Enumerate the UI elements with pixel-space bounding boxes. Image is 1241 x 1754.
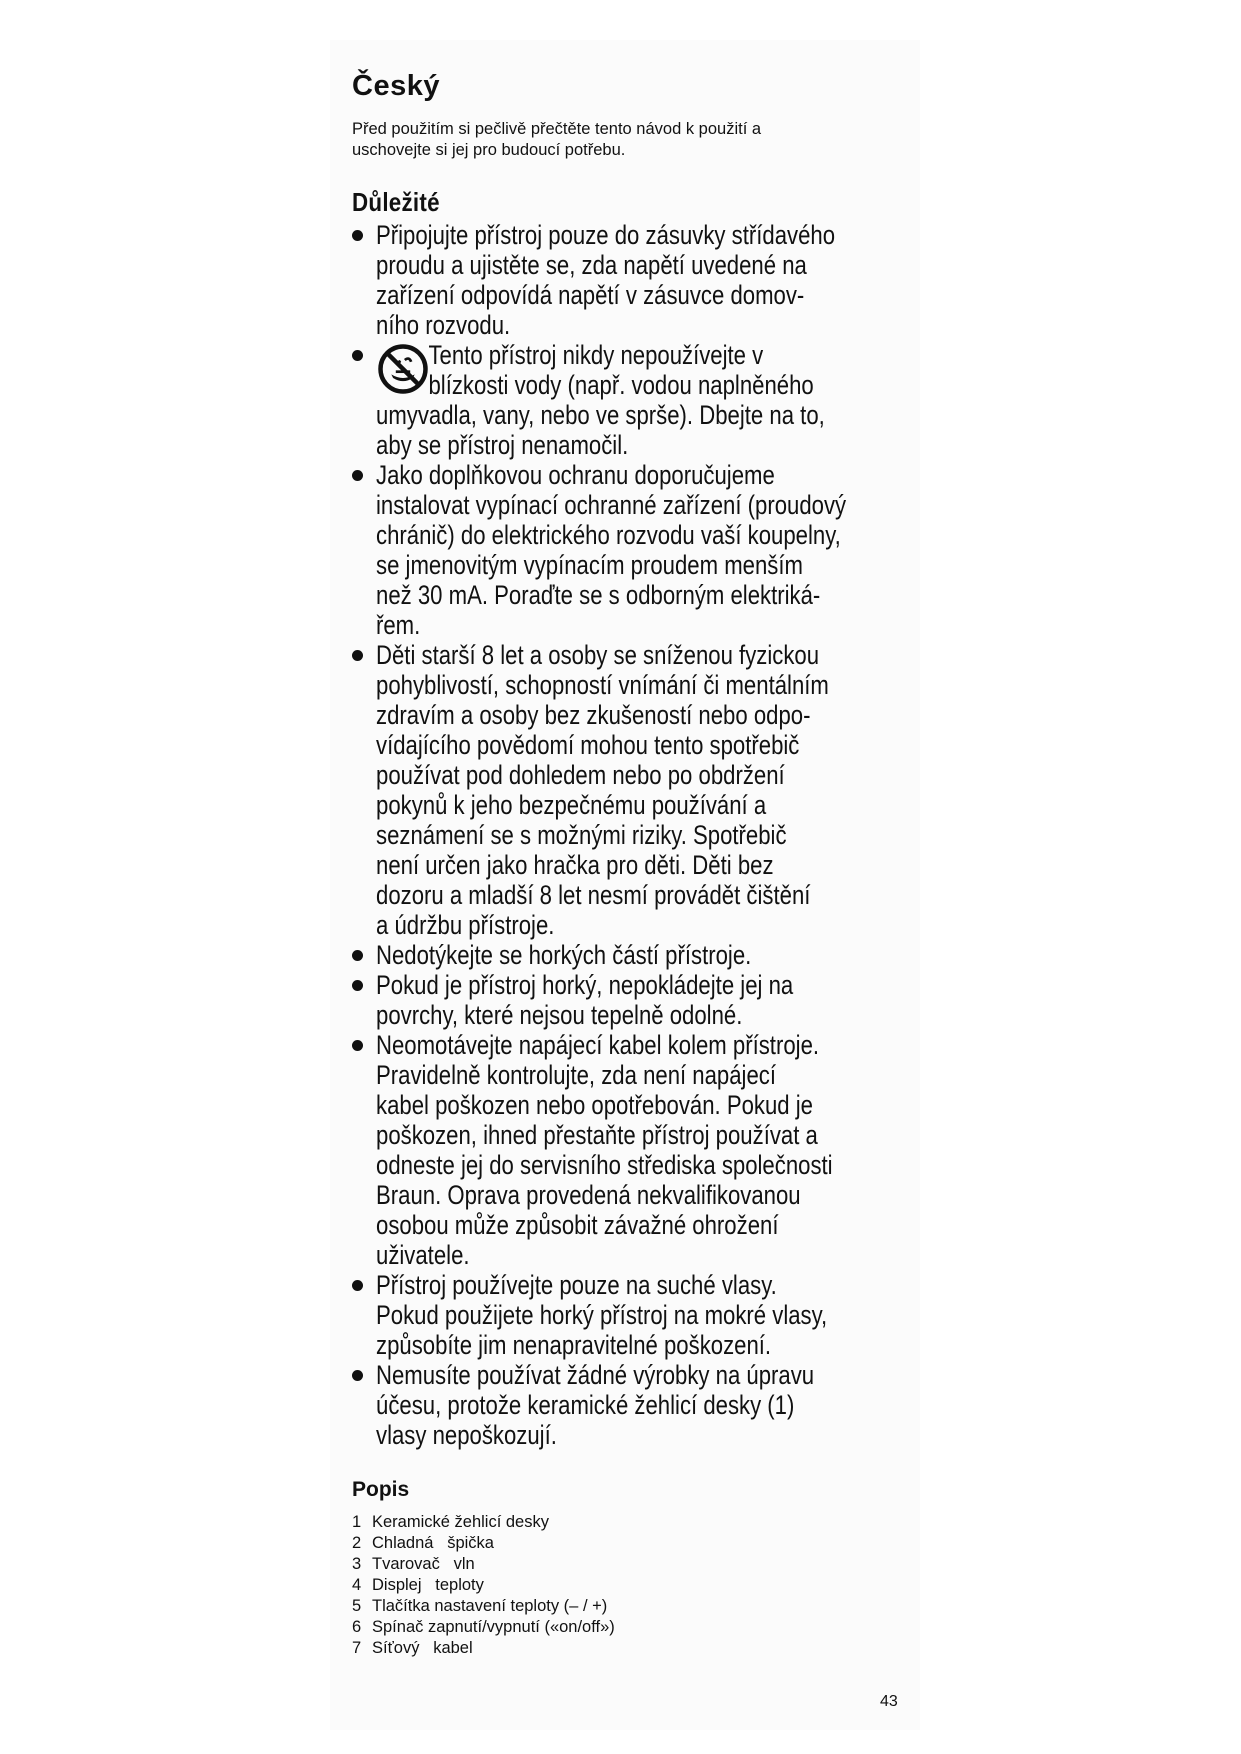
item-line: Braun. Oprava provedená nekvalifikovanou (376, 1180, 801, 1210)
bullet-icon (352, 650, 363, 661)
item-line: Děti starší 8 let a osoby se sníženou fyzickou (376, 640, 820, 670)
description-item (352, 1638, 912, 1659)
item-line: vídajícího povědomí mohou tento spotřebič (376, 730, 800, 760)
description-item (352, 1596, 912, 1617)
intro-line: Před použitím si pečlivě přečtěte tento návod k použití a (352, 120, 762, 138)
important-item-rcd (352, 460, 912, 640)
item-line: dozoru a mladší 8 let nesmí provádět čištění (376, 880, 811, 910)
item-label: Keramické žehlicí desky (372, 1513, 549, 1531)
item-line: Nedotýkejte se horkých částí přístroje. (376, 940, 752, 970)
item-line: chránič) do elektrického rozvodu vaší koupelny, (376, 520, 841, 550)
item-line: Pokud použijete horký přístroj na mokré vlasy, (376, 1300, 828, 1330)
bullet-icon (352, 980, 363, 991)
item-line: Pokud je přístroj horký, nepokládejte jej na (376, 970, 794, 1000)
description-title: Popis (352, 1478, 410, 1501)
important-item-power-supply (352, 220, 912, 340)
item-line: zdravím a osoby bez zkušeností nebo odpo- (376, 700, 811, 730)
bullet-icon (352, 350, 363, 361)
item-line: než 30 mA. Poraďte se s odborným elektriká- (376, 580, 821, 610)
item-line: Přístroj používejte pouze na suché vlasy. (376, 1270, 777, 1300)
item-label: Chladná špička (372, 1534, 494, 1552)
item-line: umyvadla, vany, nebo ve sprše). Dbejte na to, (376, 400, 825, 430)
item-number: 3 (352, 1555, 362, 1573)
item-line: účesu, protože keramické žehlicí desky (1) (376, 1390, 795, 1420)
item-line: Připojujte přístroj pouze do zásuvky střídavého (376, 220, 836, 250)
important-item-dry-hair (352, 1270, 912, 1360)
item-line: vlasy nepoškozují. (376, 1420, 557, 1450)
item-line: způsobíte jim nenapravitelné poškození. (376, 1330, 772, 1360)
item-line: Pravidelně kontrolujte, zda není napájecí (376, 1060, 777, 1090)
intro-line: uschovejte si jej pro budoucí potřebu. (352, 141, 626, 159)
item-label: Displej teploty (372, 1576, 484, 1594)
language-title: Český (352, 70, 440, 102)
item-line: poškozen, ihned přestaňte přístroj používat a (376, 1120, 818, 1150)
item-label: Tvarovač vln (372, 1555, 475, 1573)
item-line: odneste jej do servisního střediska společnosti (376, 1150, 833, 1180)
item-label: Síťový kabel (372, 1639, 473, 1657)
description-item (352, 1533, 912, 1554)
important-item-water (352, 340, 912, 460)
intro-text (352, 119, 912, 161)
bullet-icon (352, 230, 363, 241)
bullet-icon (352, 1040, 363, 1051)
item-line: Neomotávejte napájecí kabel kolem přístroje. (376, 1030, 820, 1060)
item-line: používat pod dohledem nebo po obdržení (376, 760, 785, 790)
description-item (352, 1617, 912, 1638)
item-number: 1 (352, 1513, 362, 1531)
item-number: 4 (352, 1576, 362, 1594)
item-line: seznámení se s možnými riziky. Spotřebič (376, 820, 787, 850)
item-line: Nemusíte používat žádné výrobky na úpravu (376, 1360, 815, 1390)
item-line: ního rozvodu. (376, 310, 511, 340)
item-label: Tlačítka nastavení teploty (– / +) (372, 1597, 608, 1615)
item-line: pokynů k jeho bezpečnému používání a (376, 790, 767, 820)
description-item (352, 1512, 912, 1533)
page-number: 43 (880, 1693, 898, 1710)
item-line: Tento přístroj nikdy nepoužívejte v (428, 340, 764, 370)
item-line: Jako doplňkovou ochranu doporučujeme (376, 460, 775, 490)
item-number: 6 (352, 1618, 362, 1636)
important-item-hot-surface (352, 970, 912, 1030)
important-item-styling-products (352, 1360, 912, 1450)
item-line: uživatele. (376, 1240, 470, 1270)
item-line: povrchy, které nejsou tepelně odolné. (376, 1000, 743, 1030)
item-line: není určen jako hračka pro děti. Děti bez (376, 850, 774, 880)
important-item-cable (352, 1030, 912, 1270)
item-label: Spínač zapnutí/vypnutí («on/off») (372, 1618, 615, 1636)
description-list (352, 1512, 912, 1659)
important-item-hot-parts (352, 940, 912, 970)
item-number: 2 (352, 1534, 362, 1552)
content-column (352, 70, 912, 1659)
item-line: instalovat vypínací ochranné zařízení (proudový (376, 490, 847, 520)
item-line: pohyblivostí, schopností vnímání či mentálním (376, 670, 829, 700)
item-line: aby se přístroj nenamočil. (376, 430, 629, 460)
item-line: kabel poškozen nebo opotřebován. Pokud je (376, 1090, 813, 1120)
description-item (352, 1554, 912, 1575)
important-item-children (352, 640, 912, 940)
bullet-icon (352, 950, 363, 961)
important-list (352, 220, 912, 1450)
bullet-icon (352, 1370, 363, 1381)
item-line: a údržbu přístroje. (376, 910, 555, 940)
item-line: řem. (376, 610, 421, 640)
item-line: zařízení odpovídá napětí v zásuvce domov- (376, 280, 805, 310)
item-line: se jmenovitým vypínacím proudem menším (376, 550, 803, 580)
important-title: Důležité (352, 187, 440, 217)
item-line: osobou může způsobit závažné ohrožení (376, 1210, 779, 1240)
item-line: blízkosti vody (např. vodou naplněného (428, 370, 814, 400)
description-item (352, 1575, 912, 1596)
item-number: 7 (352, 1639, 362, 1657)
bullet-icon (352, 470, 363, 481)
item-number: 5 (352, 1597, 362, 1615)
bullet-icon (352, 1280, 363, 1291)
item-line: proudu a ujistěte se, zda napětí uvedené na (376, 250, 807, 280)
